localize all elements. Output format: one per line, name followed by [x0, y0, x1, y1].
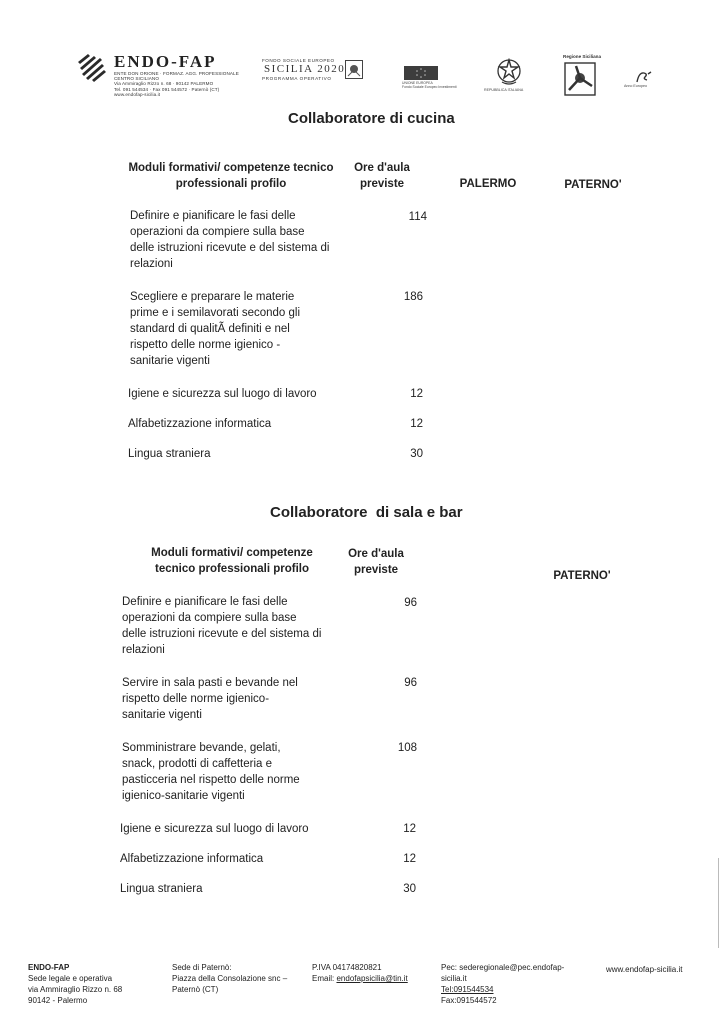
endofap-name: ENDO-FAP	[114, 52, 217, 71]
footer-paterno-line: Sede di Paternò:	[172, 963, 232, 972]
anno-europeo-logo	[624, 70, 668, 94]
header-paterno: PATERNO'	[564, 179, 622, 191]
footer-legal	[28, 962, 158, 1006]
table-row-module: Igiene e sicurezza sul luogo di lavoro	[128, 388, 317, 400]
footer-website[interactable]: www.endofap-sicilia.it	[606, 965, 683, 974]
table-row-hours: 114	[408, 211, 427, 223]
regione-siciliana-logo	[560, 52, 600, 98]
header-modules: Moduli formativi/ competenze tecnico professionali profilo	[151, 547, 313, 575]
footer-piva: P.IVA 04174820821	[312, 963, 382, 972]
table-row-module: Lingua straniera	[120, 883, 203, 895]
table-row-hours: 96	[404, 677, 417, 689]
footer-paterno-line: Paternò (CT)	[172, 985, 219, 994]
pec-address-cont: sicilia.it	[441, 974, 467, 983]
fse-name: SICILIA 2020	[264, 63, 346, 75]
repubblica-italiana-logo	[484, 58, 536, 94]
pec-label: Pec:	[441, 963, 458, 972]
footer-legal-line: Sede legale e operativa	[28, 974, 113, 983]
footer-paterno-line: Piazza della Consolazione snc –	[172, 974, 288, 983]
table-row-module: Scegliere e preparare le materie prime e i semilavorati secondo gli standard di qualitÃ definiti e nel rispetto delle norme igienico - sanitarie vigenti	[130, 291, 301, 367]
table-row-hours: 12	[410, 388, 423, 400]
table-row-hours: 12	[410, 418, 423, 430]
eu-line2: Fondo Sociale Europeo Investimenti	[402, 85, 457, 89]
endofap-address: ENTE DON ORIONE · FORMAZ. AGG. PROFESSIONALE CENTRO SICILIANO Via Ammiraglio Rizzo n. 68 · 90142 PALERMO Tel. 091 544534 · Fax 091 544572 · Paternò (CT) www.endofap-sicilia.it	[114, 71, 239, 97]
section-title: Collaboratore di sala e bar	[270, 504, 463, 521]
eu-flag-icon	[404, 66, 438, 80]
header-hours: Ore d'aula previste	[348, 548, 404, 576]
trinacria-icon	[564, 62, 596, 96]
sicilia-label: Regione Siciliana	[563, 54, 602, 59]
table-row-module: Definire e pianificare le fasi delle operazioni da compiere sulla base delle istruzioni ricevute e del sistema di relazioni	[130, 210, 330, 270]
footer-legal-line: via Ammiraglio Rizzo n. 68	[28, 985, 123, 994]
footer-paterno	[172, 962, 312, 995]
section-title: Collaboratore di cucina	[288, 110, 455, 127]
table-row-hours: 12	[403, 823, 416, 835]
table-row-module: Alfabetizzazione informatica	[128, 418, 272, 430]
header-modules: Moduli formativi/ competenze tecnico professionali profilo	[128, 162, 334, 190]
eu-logo	[402, 66, 462, 90]
fax-number: Fax:091544572	[441, 996, 497, 1005]
page-edge-line	[718, 858, 719, 948]
footer-org: ENDO-FAP	[28, 963, 70, 972]
table-row-module: Somministrare bevande, gelati, snack, prodotti di caffetteria e pasticceria nel rispetto delle norme igienico-sanitarie vigenti	[122, 742, 300, 802]
header-palermo: PALERMO	[459, 178, 517, 190]
table-row-module: Lingua straniera	[128, 448, 211, 460]
footer-contacts	[312, 962, 437, 984]
table-row-hours: 30	[410, 448, 423, 460]
anno-europeo-label: Anno Europeo	[624, 84, 647, 88]
endofap-logo	[76, 50, 246, 120]
repubblica-label: REPUBBLICA ITALIANA	[484, 88, 524, 92]
phone-number[interactable]: Tel:091544534	[441, 985, 494, 994]
table-row-module: Igiene e sicurezza sul luogo di lavoro	[120, 823, 309, 835]
fse-line3: PROGRAMMA OPERATIVO	[262, 76, 332, 81]
table-row-module: Servire in sala pasti e bevande nel rispetto delle norme igienico-sanitarie vigenti	[122, 677, 298, 721]
fse-sicilia-logo	[262, 58, 372, 84]
table-row-hours: 12	[403, 853, 416, 865]
fse-line1: FONDO SOCIALE EUROPEO	[262, 58, 335, 63]
table-row-hours: 30	[403, 883, 416, 895]
email-label: Email:	[312, 974, 335, 983]
header-paterno: PATERNO'	[553, 570, 611, 582]
header-hours: Ore d'aula previste	[354, 162, 410, 190]
pec-address: sederegionale@pec.endofap-	[459, 963, 565, 972]
sicily-emblem-icon	[345, 60, 363, 79]
table-row-hours: 96	[404, 597, 417, 609]
footer-legal-line: 90142 - Palermo	[28, 996, 88, 1005]
italian-emblem-icon	[496, 58, 522, 86]
anno-europeo-icon	[634, 70, 654, 84]
table-row-module: Definire e pianificare le fasi delle operazioni da compiere sulla base delle istruzioni ricevute e del sistema di relazioni	[122, 596, 322, 656]
email-link[interactable]: endofapsicilia@tin.it	[336, 974, 408, 983]
eu-line1: UNIONE EUROPEA	[402, 81, 433, 85]
footer-pec	[441, 962, 571, 1006]
table-row-hours: 108	[397, 742, 417, 754]
table-row-module: Alfabetizzazione informatica	[120, 853, 264, 865]
table-row-hours: 186	[403, 291, 423, 303]
endofap-emblem-icon	[76, 50, 110, 84]
